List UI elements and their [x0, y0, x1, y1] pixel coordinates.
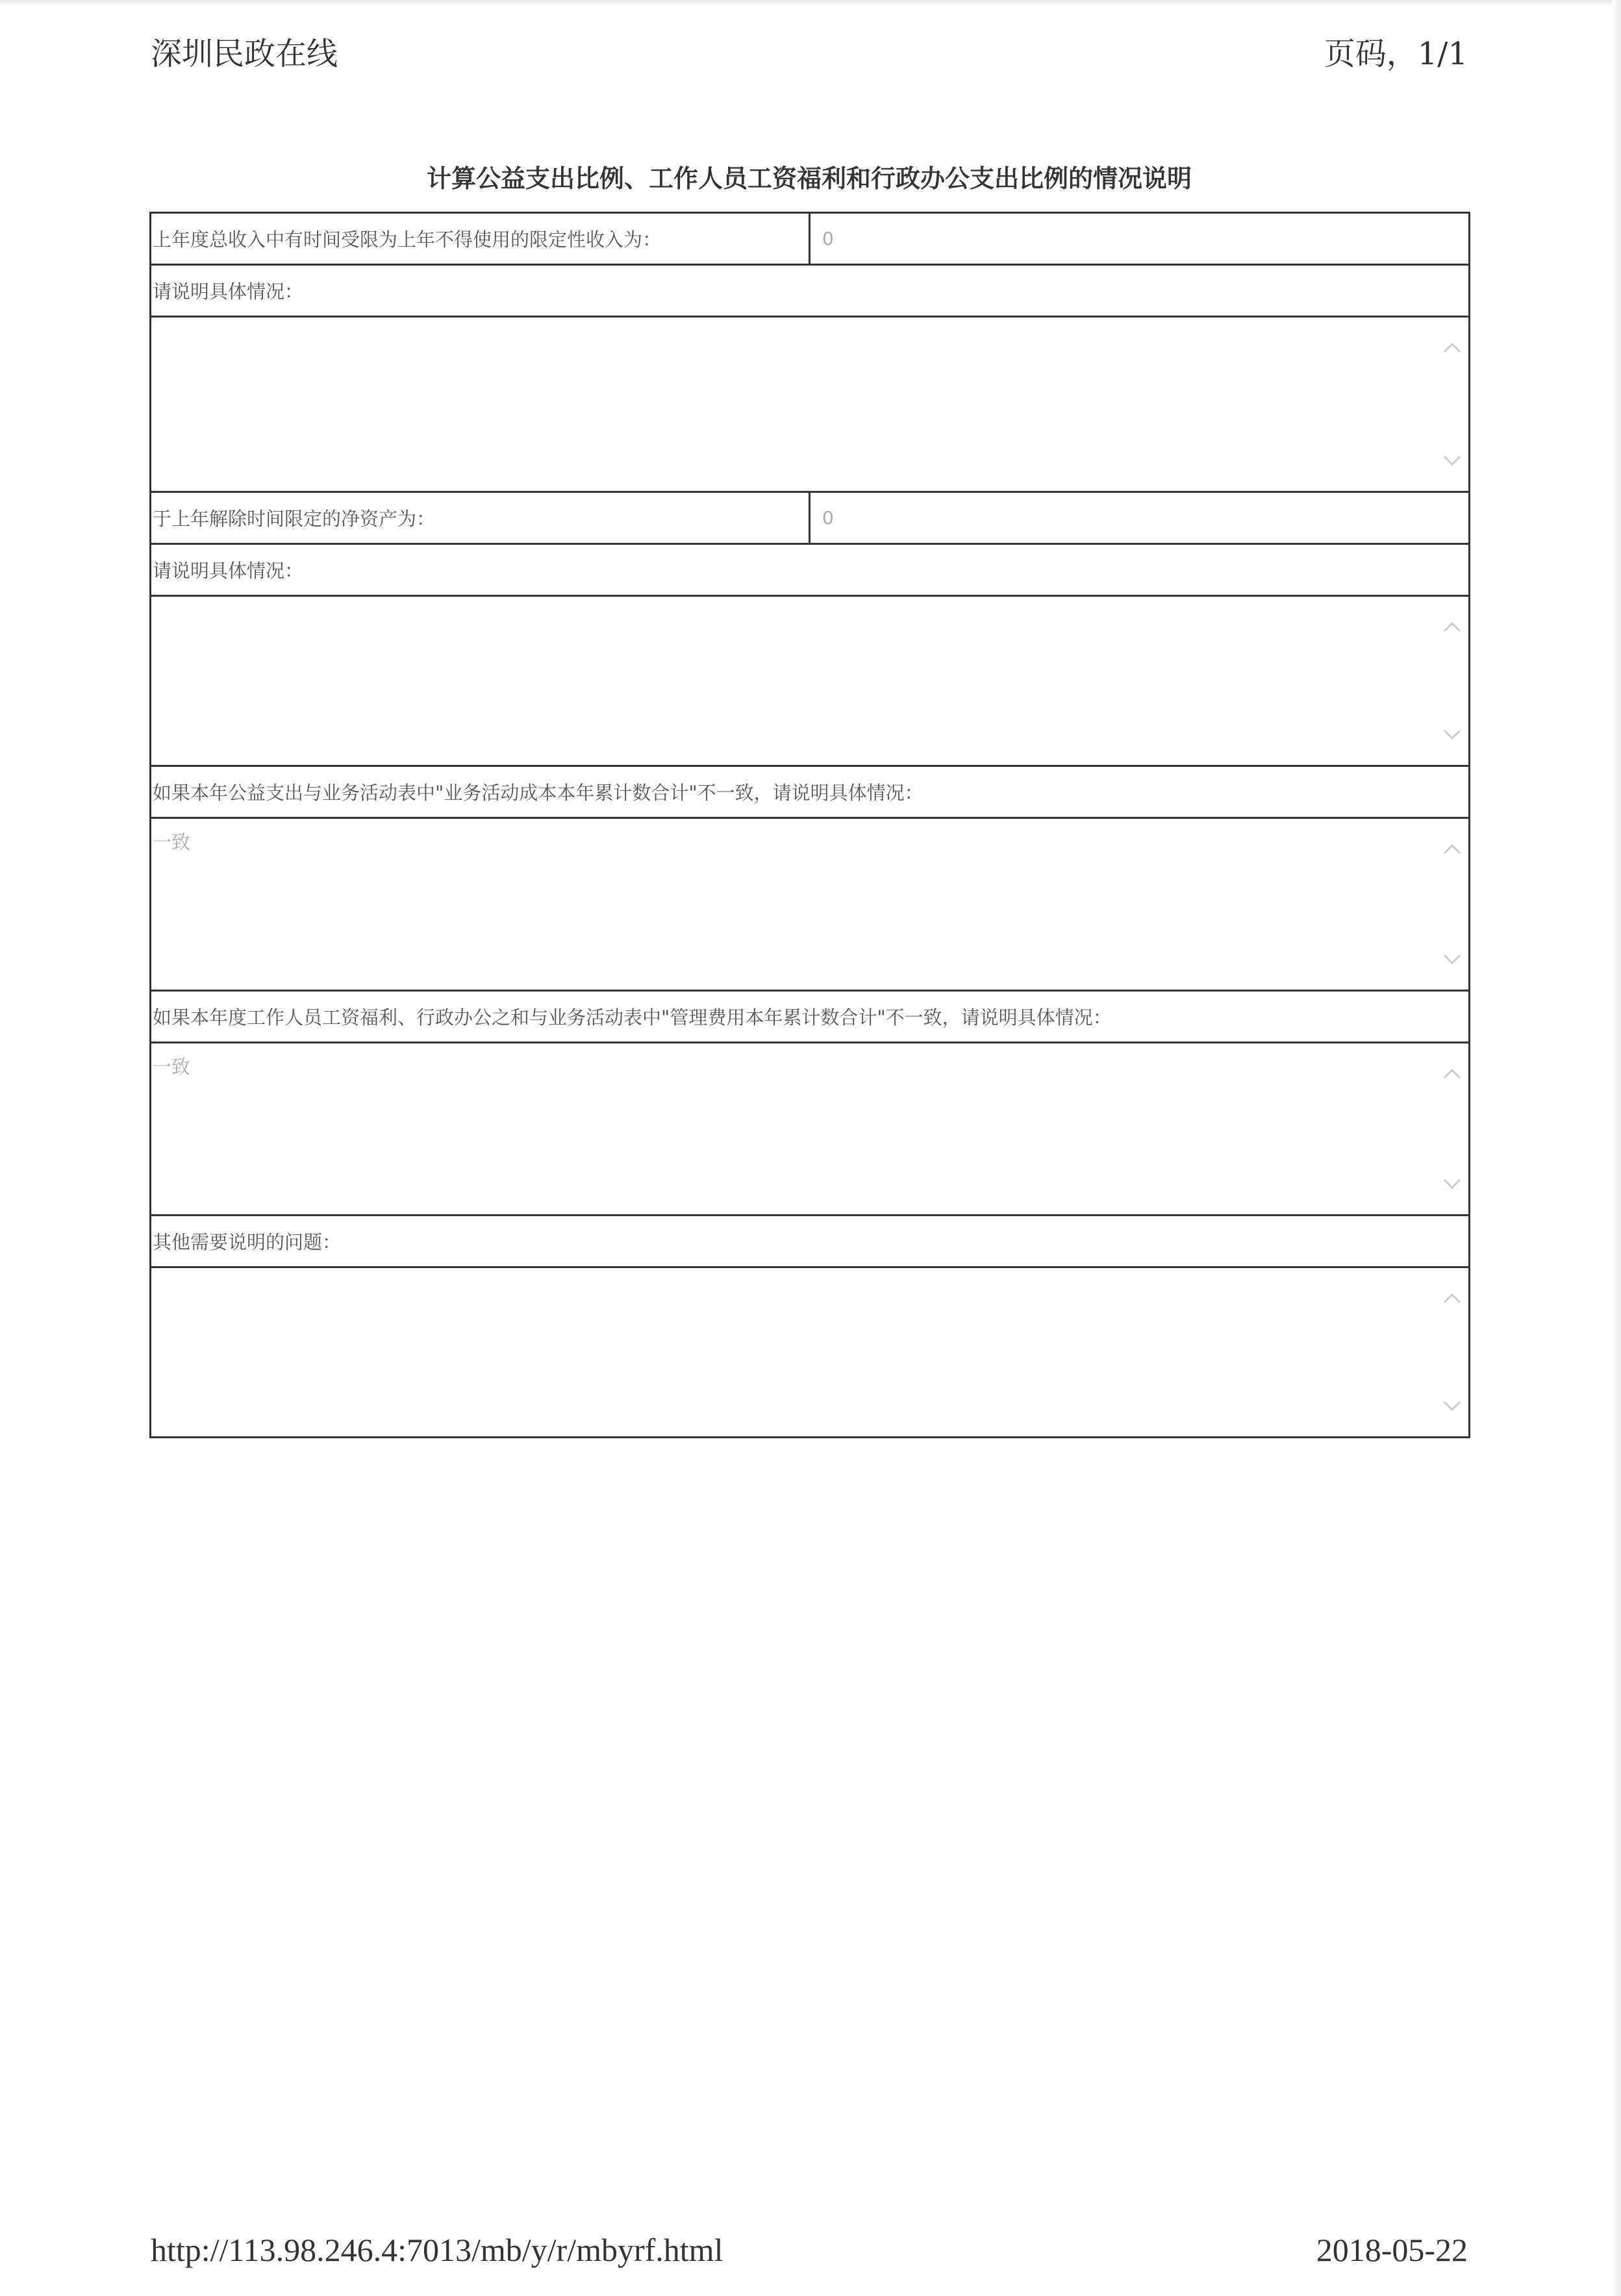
page-number: 页码，1/1: [1324, 36, 1468, 72]
admin-expense-text: 一致: [153, 1056, 191, 1078]
form-title: 计算公益支出比例、工作人员工资福利和行政办公支出比例的情况说明: [426, 164, 1192, 193]
chevron-down-icon[interactable]: [1442, 1400, 1462, 1413]
restricted-income-detail-label-row: [151, 266, 1468, 318]
footer-date: 2018-05-22: [1316, 2232, 1468, 2268]
admin-expense-label: 如果本年度工作人员工资福利、行政办公之和与业务活动表中"管理费用本年累计数合计"不一致，请说明具体情况：: [153, 1006, 1112, 1029]
other-issues-label-row: [151, 1216, 1468, 1268]
site-name: 深圳民政在线: [151, 36, 338, 72]
restricted-income-detail-row: [151, 318, 1468, 493]
footer-url: http://113.98.246.4:7013/mb/y/r/mbyrf.html: [151, 2232, 723, 2268]
restricted-income-detail-textarea[interactable]: [151, 318, 1468, 491]
released-assets-input[interactable]: 0: [822, 507, 834, 529]
restricted-income-label: 上年度总收入中有时间受限为上年不得使用的限定性收入为：: [151, 214, 810, 264]
admin-expense-textarea[interactable]: [151, 1043, 1468, 1214]
scan-edge-top: [0, 0, 1621, 6]
released-assets-detail-label: 请说明具体情况：: [153, 560, 304, 582]
other-issues-textarea[interactable]: [151, 1268, 1468, 1436]
public-welfare-text: 一致: [153, 831, 191, 853]
released-assets-row: [151, 493, 1468, 545]
restricted-income-input[interactable]: 0: [822, 228, 834, 249]
public-welfare-textarea[interactable]: [151, 819, 1468, 990]
admin-expense-label-row: [151, 992, 1468, 1043]
chevron-down-icon[interactable]: [1442, 455, 1462, 468]
scan-edge-right: [1612, 0, 1621, 2296]
public-welfare-label: 如果本年公益支出与业务活动表中"业务活动成本本年累计数合计"不一致，请说明具体情况：: [153, 782, 924, 804]
other-issues-label: 其他需要说明的问题：: [153, 1231, 342, 1253]
chevron-up-icon[interactable]: [1442, 341, 1462, 354]
chevron-down-icon[interactable]: [1442, 1178, 1462, 1191]
public-welfare-label-row: [151, 767, 1468, 819]
chevron-up-icon[interactable]: [1442, 1067, 1462, 1080]
form-table: [149, 212, 1470, 1438]
chevron-up-icon[interactable]: [1442, 620, 1462, 633]
restricted-income-row: [151, 214, 1468, 266]
released-assets-detail-label-row: [151, 545, 1468, 597]
released-assets-detail-row: [151, 597, 1468, 767]
admin-expense-detail-row: [151, 1043, 1468, 1216]
released-assets-label: 于上年解除时间限定的净资产为：: [151, 493, 810, 543]
restricted-income-detail-label: 请说明具体情况：: [153, 281, 304, 303]
other-issues-detail-row: [151, 1268, 1468, 1438]
chevron-down-icon[interactable]: [1442, 729, 1462, 742]
chevron-up-icon[interactable]: [1442, 842, 1462, 855]
chevron-up-icon[interactable]: [1442, 1292, 1462, 1304]
released-assets-detail-textarea[interactable]: [151, 597, 1468, 765]
chevron-down-icon[interactable]: [1442, 953, 1462, 966]
public-welfare-detail-row: [151, 819, 1468, 992]
